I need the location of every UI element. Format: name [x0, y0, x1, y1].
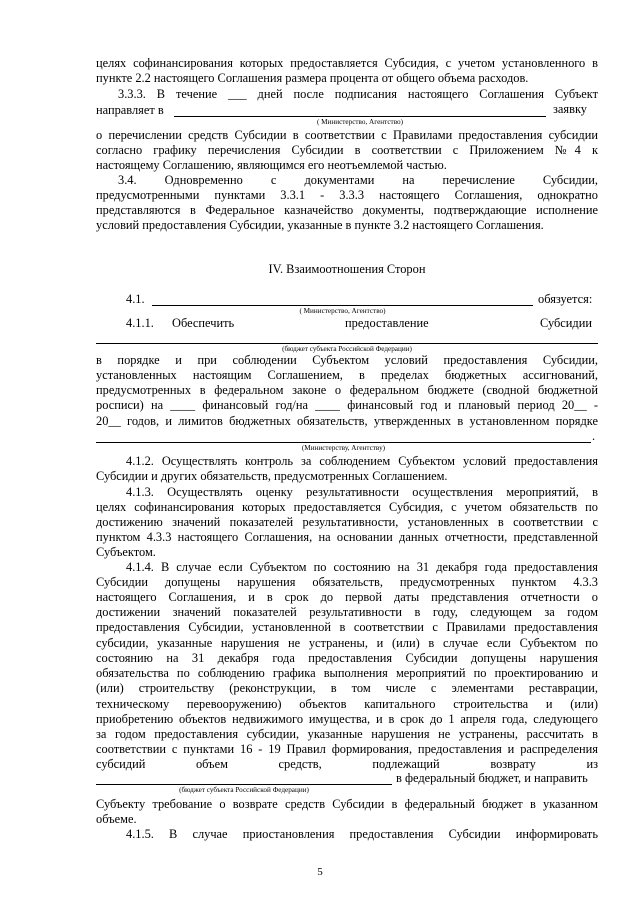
- field-caption: (бюджет субъекта Российской Федерации): [282, 345, 412, 353]
- text-line: предусмотренными пунктами 3.3.1 - 3.3.3 настоящего Соглашения, однократно: [96, 188, 598, 202]
- text-line: настоящему Соглашению, являющимся его неотъемлемой частью.: [96, 158, 447, 172]
- field-caption: ( Министерство, Агентство): [299, 307, 386, 315]
- text-fragment: Обеспечить: [172, 316, 235, 330]
- text-line: обязательства по соблюдению графика выполнения мероприятий по проектированию и: [96, 666, 598, 680]
- text-line: 4.1.5. В случае приостановления предоставления Субсидии информировать: [126, 827, 598, 841]
- text-line: 3.3.3. В течение ___ дней после подписания настоящего Соглашения Субъект: [118, 87, 598, 101]
- text-fragment: направляет в: [96, 103, 164, 117]
- field-caption: ( Министерство, Агентство): [316, 118, 404, 126]
- text-line: в порядке и при соблюдении Субъектом условий предоставления Субсидии,: [96, 353, 598, 367]
- text-line: 4.1.3. Осуществлять оценку результативности осуществления мероприятий, в: [126, 485, 598, 499]
- text-line: Субъектом.: [96, 545, 156, 559]
- text-line: росписи) на ____ финансовый год/на ____ финансовый год и плановый период 20__ -: [96, 398, 598, 412]
- text-fragment: в федеральный бюджет, и направить: [396, 771, 588, 785]
- field-caption: (Министерству, Агентству): [301, 444, 386, 452]
- text-line: представляются в Федеральное казначейство документы, подтверждающие исполнение: [96, 203, 598, 217]
- text-line: за годом предоставления субсидии, указанные нарушения не устранены, рассчитать в: [96, 727, 598, 741]
- text-line: соответствии с пунктами 16 - 19 Правил формирования, предоставления и распределения: [96, 742, 598, 756]
- text-line: техническому перевооружению) объектов капитального строительства и (или): [96, 697, 598, 711]
- fill-in-line: [96, 442, 591, 443]
- text-line: целях софинансирования которых предоставляется Субсидия, с учетом установленного в: [96, 56, 598, 70]
- text-line: пункте 2.2 настоящего Соглашения размера процента от общего объема расходов.: [96, 71, 529, 85]
- text-line: установленных настоящим Соглашением, в пределах бюджетных ассигнований,: [96, 368, 598, 382]
- text-line: приобретению объектов недвижимого имущества, и в срок до 1 апреля года, следующего: [96, 712, 598, 726]
- text-line: предоставления Субсидии, установленной в соответствии с Правилами предоставления: [96, 620, 598, 634]
- fill-in-line: [96, 343, 598, 344]
- text-line: пунктом 4.3.3 настоящего Соглашения, на основании данных отчетности, представленной: [96, 530, 598, 544]
- text-line: Субсидии и других обязательств, предусмотренных Соглашением.: [96, 469, 448, 483]
- text-line: 4.1.4. В случае если Субъектом по состоянию на 31 декабря года предоставления: [126, 560, 598, 574]
- section-heading: IV. Взаимоотношения Сторон: [268, 262, 426, 276]
- text-line: Субсидии допущены нарушения обязательств, предусмотренных пунктом 4.3.3: [96, 575, 598, 589]
- text-line: Субъекту требование о возврате средств Субсидии в федеральный бюджет в указанном: [96, 797, 598, 811]
- text-line: условий предоставления Субсидии, указанные в пункте 3.2 настоящего Соглашения.: [96, 218, 544, 232]
- text-line: 20__ годов, и лимитов бюджетных обязательств, утвержденных в установленном порядке: [96, 414, 598, 428]
- clause-number: 4.1.1.: [126, 316, 154, 330]
- text-line: целях софинансирования которых предоставляется Субсидия, с учетом обязательств по: [96, 500, 598, 514]
- text-line: (или) строительству (реконструкции, в том числе с элементами реставрации,: [96, 681, 598, 695]
- text-line: настоящего Соглашения, и в срок до первой даты представления отчетности о: [96, 590, 598, 604]
- text-fragment: предоставление: [345, 316, 429, 330]
- text-line: 4.1.2. Осуществлять контроль за соблюдением Субъектом условий предоставления: [126, 454, 598, 468]
- text-line: достижении значений показателей результативности в году, следующем за годом: [96, 605, 598, 619]
- text-line: 3.4. Одновременно с документами на перечисление Субсидии,: [118, 173, 598, 187]
- field-caption: (бюджет субъекта Российской Федерации): [179, 786, 309, 794]
- text-line: достижению значений показателей результативности, установленных в соответствии с: [96, 515, 598, 529]
- text-line: предусмотренных в федеральном законе о федеральном бюджете (сводной бюджетной: [96, 383, 598, 397]
- page-number: 5: [317, 866, 323, 878]
- text-line: состоянию на 31 декабря года предоставления Субсидии допущены нарушения: [96, 651, 598, 665]
- fill-in-line: [174, 116, 546, 117]
- text-line: согласно графику перечисления Субсидии в соответствии с Приложением №4 к: [96, 143, 598, 157]
- fill-in-line: [152, 305, 533, 306]
- text-fragment: обязуется:: [538, 292, 593, 306]
- fill-in-line: [96, 784, 392, 785]
- text-line: о перечислении средств Субсидии в соответствии с Правилами предоставления субсидии: [96, 128, 598, 142]
- text-fragment: Субсидии: [540, 316, 592, 330]
- text-line: субсидий объем средств, подлежащий возврату из: [96, 757, 598, 771]
- text-line: объеме.: [96, 812, 137, 826]
- text-fragment: .: [592, 429, 596, 443]
- text-fragment: заявку: [553, 102, 587, 116]
- clause-number: 4.1.: [126, 292, 145, 306]
- text-line: субсидии, указанные нарушения не устранены, и (или) в случае если Субъектом по: [96, 636, 598, 650]
